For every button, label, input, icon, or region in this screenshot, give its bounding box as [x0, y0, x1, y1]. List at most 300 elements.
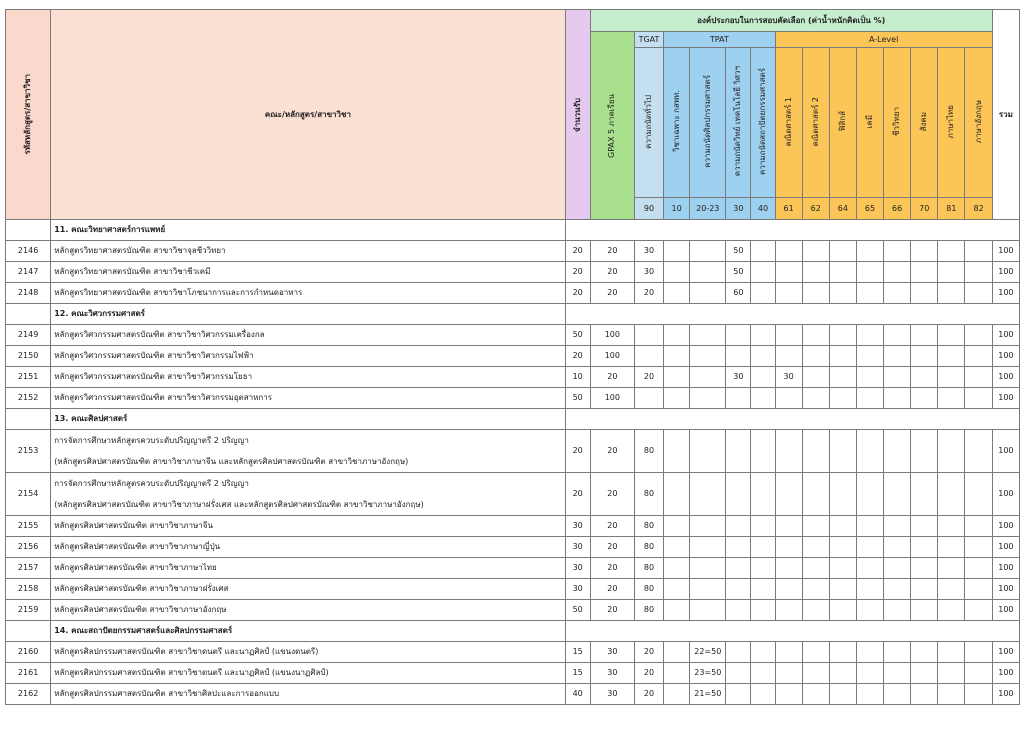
weight-value [726, 473, 751, 516]
weight-value [911, 430, 938, 473]
subject-code: 81 [938, 198, 965, 220]
weight-value: 80 [634, 558, 663, 579]
weight-value [938, 558, 965, 579]
weight-value [884, 473, 911, 516]
weight-value [911, 537, 938, 558]
weight-value [938, 516, 965, 537]
weight-value [775, 283, 802, 304]
total-value: 100 [992, 642, 1019, 663]
program-name-line: หลักสูตรศิลปศาสตรบัณฑิต สาขาวิชาภาษาฝรั่งเศส [54, 584, 229, 593]
weight-value [965, 473, 992, 516]
weight-value [911, 579, 938, 600]
seats-value: 20 [565, 283, 590, 304]
weight-value [911, 684, 938, 705]
weight-value: 20 [634, 684, 663, 705]
weight-value [802, 516, 829, 537]
seats-value: 20 [565, 262, 590, 283]
program-code: 2149 [6, 325, 51, 346]
weight-value [911, 642, 938, 663]
weight-value [884, 663, 911, 684]
weight-value [856, 388, 883, 409]
weight-value [965, 642, 992, 663]
weight-value [965, 367, 992, 388]
program-name [51, 537, 565, 558]
subject-header: ภาษาไทย [938, 48, 965, 198]
weight-value [664, 473, 690, 516]
weight-value [726, 537, 751, 558]
subject-code: 62 [802, 198, 829, 220]
weight-value [829, 262, 856, 283]
program-row [6, 537, 1020, 558]
weight-value [726, 388, 751, 409]
gpax-value: 20 [590, 241, 634, 262]
weight-value [664, 600, 690, 621]
faculty-row [6, 220, 1020, 241]
weight-value [775, 684, 802, 705]
program-row [6, 346, 1020, 367]
faculty-row [6, 304, 1020, 325]
weight-value [911, 663, 938, 684]
weight-value [751, 642, 775, 663]
weight-value [965, 579, 992, 600]
weight-value [690, 516, 726, 537]
weight-value [664, 684, 690, 705]
faculty-name: 12. คณะวิศวกรรมศาสตร์ [51, 304, 565, 325]
program-name [51, 283, 565, 304]
weight-value [938, 473, 965, 516]
weight-value [751, 516, 775, 537]
program-name-line: หลักสูตรวิศวกรรมศาสตรบัณฑิต สาขาวิชาวิศวกรรมโยธา [54, 372, 253, 381]
gpax-value: 20 [590, 367, 634, 388]
seats-column-header: จำนวนรับ [565, 10, 590, 220]
weight-value [751, 430, 775, 473]
weight-value [775, 430, 802, 473]
weight-value [938, 283, 965, 304]
weight-value [664, 642, 690, 663]
weight-value [884, 558, 911, 579]
admission-table [5, 9, 1020, 705]
weight-value [664, 516, 690, 537]
subject-header: ความถนัดวิทย์ เทคโนโลยี วิศวฯ [726, 48, 751, 198]
total-value: 100 [992, 537, 1019, 558]
weight-value [802, 262, 829, 283]
seats-value: 50 [565, 325, 590, 346]
seats-value: 15 [565, 642, 590, 663]
weight-value [802, 283, 829, 304]
weight-value [690, 537, 726, 558]
seats-value: 30 [565, 537, 590, 558]
weight-value [884, 579, 911, 600]
program-name [51, 684, 565, 705]
total-value: 100 [992, 684, 1019, 705]
gpax-value: 20 [590, 537, 634, 558]
subject-header: ความถนัดศิลปกรรมศาสตร์ [690, 48, 726, 198]
program-name [51, 663, 565, 684]
weight-value [829, 388, 856, 409]
weight-value [775, 663, 802, 684]
faculty-filler [565, 220, 1019, 241]
weight-value [829, 367, 856, 388]
weight-value [775, 473, 802, 516]
weight-value [726, 663, 751, 684]
weight-value [775, 262, 802, 283]
gpax-value: 20 [590, 262, 634, 283]
program-code: 2155 [6, 516, 51, 537]
weight-value [802, 684, 829, 705]
total-value: 100 [992, 283, 1019, 304]
program-name-line: หลักสูตรศิลปศาสตรบัณฑิต สาขาวิชาภาษาอังกฤษ [54, 605, 227, 614]
subject-code: 70 [911, 198, 938, 220]
weight-value [829, 346, 856, 367]
weight-value [856, 430, 883, 473]
weight-value [856, 262, 883, 283]
weight-value [802, 473, 829, 516]
weight-value [884, 430, 911, 473]
weight-value [664, 558, 690, 579]
faculty-name: 11. คณะวิทยาศาสตร์การแพทย์ [51, 220, 565, 241]
program-name-line: หลักสูตรวิศวกรรมศาสตรบัณฑิต สาขาวิชาวิศวกรรมไฟฟ้า [54, 351, 254, 360]
weight-value [775, 516, 802, 537]
program-name-line: หลักสูตรวิทยาศาสตรบัณฑิต สาขาวิชาชีวเคมี [54, 267, 211, 276]
weight-value [938, 579, 965, 600]
weight-value [664, 241, 690, 262]
weight-value [751, 579, 775, 600]
weight-value [690, 388, 726, 409]
program-name-line: หลักสูตรวิทยาศาสตรบัณฑิต สาขาวิชาโภชนาการและการกำหนดอาหาร [54, 288, 303, 297]
weight-value [884, 684, 911, 705]
weight-value: 80 [634, 600, 663, 621]
weight-value [911, 600, 938, 621]
program-row [6, 283, 1020, 304]
weight-value [911, 346, 938, 367]
weight-value [911, 388, 938, 409]
weight-value [965, 537, 992, 558]
faculty-name: 13. คณะศิลปศาสตร์ [51, 409, 565, 430]
weight-value [965, 241, 992, 262]
name-column-header: คณะ/หลักสูตร/สาขาวิชา [51, 10, 565, 220]
weight-value [856, 684, 883, 705]
weight-value [690, 346, 726, 367]
weight-value [664, 367, 690, 388]
gpax-value: 20 [590, 473, 634, 516]
program-code: 2147 [6, 262, 51, 283]
total-value: 100 [992, 325, 1019, 346]
weight-value [664, 579, 690, 600]
gpax-value: 100 [590, 346, 634, 367]
gpax-value: 20 [590, 516, 634, 537]
weight-value [938, 430, 965, 473]
weight-value [884, 283, 911, 304]
seats-value: 30 [565, 579, 590, 600]
seats-value: 30 [565, 558, 590, 579]
weight-value [802, 241, 829, 262]
weight-value [751, 537, 775, 558]
weight-value [726, 516, 751, 537]
weight-value [726, 325, 751, 346]
program-name-line: การจัดการศึกษาหลักสูตรควบระดับปริญญาตรี 2 ปริญญา [54, 436, 249, 445]
weight-value [938, 663, 965, 684]
weight-value [829, 241, 856, 262]
weight-value [775, 388, 802, 409]
weight-value [965, 600, 992, 621]
weight-value [856, 367, 883, 388]
program-row [6, 325, 1020, 346]
program-name-line: การจัดการศึกษาหลักสูตรควบระดับปริญญาตรี 2 ปริญญา [54, 479, 249, 488]
program-row [6, 684, 1020, 705]
code-column-header: รหัสหลักสูตร/สาขาวิชา [6, 10, 51, 220]
weight-value [884, 642, 911, 663]
weight-value [664, 537, 690, 558]
weight-value [664, 283, 690, 304]
weight-value: 22=50 [690, 642, 726, 663]
program-code: 2156 [6, 537, 51, 558]
program-row [6, 642, 1020, 663]
total-value: 100 [992, 516, 1019, 537]
weight-value [965, 325, 992, 346]
gpax-value: 20 [590, 558, 634, 579]
program-name [51, 579, 565, 600]
weight-value [664, 663, 690, 684]
program-name [51, 388, 565, 409]
weight-value [751, 241, 775, 262]
weight-value [965, 430, 992, 473]
faculty-name: 14. คณะสถาปัตยกรรมศาสตร์และศิลปกรรมศาสตร์ [51, 621, 565, 642]
weight-value [938, 325, 965, 346]
weight-value [965, 262, 992, 283]
gpax-value: 30 [590, 663, 634, 684]
weight-value [690, 579, 726, 600]
weight-value: 30 [726, 367, 751, 388]
subject-header: ชีววิทยา [884, 48, 911, 198]
faculty-code-cell [6, 621, 51, 642]
weight-value: 60 [726, 283, 751, 304]
weight-value [751, 600, 775, 621]
program-name-line: หลักสูตรศิลปศาสตรบัณฑิต สาขาวิชาภาษาไทย [54, 563, 217, 572]
program-code: 2150 [6, 346, 51, 367]
weight-value [726, 600, 751, 621]
program-code: 2148 [6, 283, 51, 304]
subject-header: ความถนัดทั่วไป [634, 48, 663, 198]
program-code: 2159 [6, 600, 51, 621]
program-name [51, 325, 565, 346]
program-row [6, 663, 1020, 684]
weight-value [690, 283, 726, 304]
program-name-line: หลักสูตรศิลปกรรมศาสตรบัณฑิต สาขาวิชาศิลปะและการออกแบบ [54, 689, 280, 698]
gpax-value: 30 [590, 642, 634, 663]
gpax-value: 20 [590, 600, 634, 621]
weight-value [884, 346, 911, 367]
weight-value [726, 346, 751, 367]
weight-value: 80 [634, 516, 663, 537]
weight-value [965, 558, 992, 579]
weight-value [775, 600, 802, 621]
weight-value [911, 516, 938, 537]
program-row [6, 430, 1020, 473]
seats-value: 20 [565, 346, 590, 367]
subject-code: 65 [856, 198, 883, 220]
weight-value [911, 283, 938, 304]
weight-value [690, 558, 726, 579]
tgat-group-header: TGAT [634, 32, 663, 48]
weight-value: 23=50 [690, 663, 726, 684]
weight-value: 21=50 [690, 684, 726, 705]
program-code: 2158 [6, 579, 51, 600]
weight-value [775, 241, 802, 262]
seats-value: 30 [565, 516, 590, 537]
weight-value [965, 663, 992, 684]
weight-value [775, 537, 802, 558]
subject-header: ภาษาอังกฤษ [965, 48, 992, 198]
weight-value [884, 241, 911, 262]
total-value: 100 [992, 558, 1019, 579]
weight-value: 30 [634, 241, 663, 262]
subject-header: ฟิสิกส์ [829, 48, 856, 198]
program-name [51, 558, 565, 579]
weight-value [775, 325, 802, 346]
seats-value: 20 [565, 473, 590, 516]
program-code: 2157 [6, 558, 51, 579]
subject-code: 20-23 [690, 198, 726, 220]
weight-value [829, 579, 856, 600]
subject-header: คณิตศาสตร์ 1 [775, 48, 802, 198]
weight-value [911, 262, 938, 283]
weight-value [751, 663, 775, 684]
weight-value [884, 367, 911, 388]
gpax-value: 100 [590, 388, 634, 409]
weight-value [751, 684, 775, 705]
weight-value [856, 663, 883, 684]
weight-value: 80 [634, 579, 663, 600]
weight-value [664, 346, 690, 367]
weight-value [802, 367, 829, 388]
gpax-value: 20 [590, 283, 634, 304]
weight-value [802, 346, 829, 367]
subject-code: 66 [884, 198, 911, 220]
weight-value [884, 516, 911, 537]
gpax-value: 30 [590, 684, 634, 705]
weight-value: 20 [634, 663, 663, 684]
weight-value [775, 579, 802, 600]
weight-value [856, 642, 883, 663]
program-name-line: หลักสูตรวิศวกรรมศาสตรบัณฑิต สาขาวิชาวิศวกรรมอุตสาหการ [54, 393, 272, 402]
weight-value [829, 283, 856, 304]
program-name [51, 430, 565, 473]
program-name-line: หลักสูตรศิลปกรรมศาสตรบัณฑิต สาขาวิชาดนตรี และนาฏศิลป์ (แขนงนาฏศิลป์) [54, 668, 329, 677]
total-value: 100 [992, 262, 1019, 283]
weight-value [751, 473, 775, 516]
weight-value [938, 600, 965, 621]
total-value: 100 [992, 430, 1019, 473]
weight-value [726, 430, 751, 473]
weight-value [726, 579, 751, 600]
program-row [6, 516, 1020, 537]
faculty-row [6, 621, 1020, 642]
weight-value [751, 325, 775, 346]
program-code: 2151 [6, 367, 51, 388]
program-name [51, 473, 565, 516]
weight-value [829, 430, 856, 473]
total-value: 100 [992, 663, 1019, 684]
weight-value [938, 346, 965, 367]
seats-value: 50 [565, 388, 590, 409]
program-name [51, 642, 565, 663]
weight-value [690, 325, 726, 346]
subject-header: เคมี [856, 48, 883, 198]
total-value: 100 [992, 579, 1019, 600]
weight-value [938, 262, 965, 283]
weight-value [802, 663, 829, 684]
weight-value [965, 346, 992, 367]
weight-value: 30 [634, 262, 663, 283]
weight-value [664, 388, 690, 409]
weight-value [965, 283, 992, 304]
weight-value [775, 642, 802, 663]
subject-code: 82 [965, 198, 992, 220]
program-name [51, 516, 565, 537]
weight-value: 50 [726, 262, 751, 283]
weight-value [634, 325, 663, 346]
program-row [6, 473, 1020, 516]
program-name-line: หลักสูตรวิทยาศาสตรบัณฑิต สาขาวิชาจุลชีววิทยา [54, 246, 226, 255]
weight-value [965, 516, 992, 537]
subject-header: สังคม [911, 48, 938, 198]
total-column-header: รวม [992, 10, 1019, 220]
seats-value: 15 [565, 663, 590, 684]
program-name [51, 367, 565, 388]
weight-value [938, 388, 965, 409]
program-name-line: หลักสูตรศิลปศาสตรบัณฑิต สาขาวิชาภาษาจีน [54, 521, 213, 530]
weight-value [884, 388, 911, 409]
weight-value [884, 325, 911, 346]
weight-value [884, 262, 911, 283]
weight-value [856, 537, 883, 558]
total-value: 100 [992, 600, 1019, 621]
program-code: 2146 [6, 241, 51, 262]
faculty-row [6, 409, 1020, 430]
weight-value [751, 388, 775, 409]
weight-value [911, 367, 938, 388]
weight-value [664, 262, 690, 283]
weight-value [802, 579, 829, 600]
weight-value [829, 537, 856, 558]
weight-value [856, 516, 883, 537]
program-row [6, 558, 1020, 579]
program-name-line: หลักสูตรวิศวกรรมศาสตรบัณฑิต สาขาวิชาวิศวกรรมเครื่องกล [54, 330, 265, 339]
subject-header: ความถนัดสถาปัตยกรรมศาสตร์ [751, 48, 775, 198]
weight-value [751, 346, 775, 367]
program-name [51, 346, 565, 367]
total-value: 100 [992, 346, 1019, 367]
weight-value [965, 388, 992, 409]
weight-value: 20 [634, 367, 663, 388]
subject-code: 30 [726, 198, 751, 220]
program-code: 2160 [6, 642, 51, 663]
weight-value [751, 262, 775, 283]
program-row [6, 388, 1020, 409]
program-name [51, 600, 565, 621]
program-row [6, 262, 1020, 283]
weight-value [775, 558, 802, 579]
weight-value [911, 325, 938, 346]
weight-value [856, 241, 883, 262]
weight-value [856, 600, 883, 621]
faculty-code-cell [6, 409, 51, 430]
total-value: 100 [992, 241, 1019, 262]
subject-code: 40 [751, 198, 775, 220]
gpax-header: GPAX 5 ภาคเรียน [590, 32, 634, 220]
weight-value: 80 [634, 430, 663, 473]
weight-value: 20 [634, 283, 663, 304]
